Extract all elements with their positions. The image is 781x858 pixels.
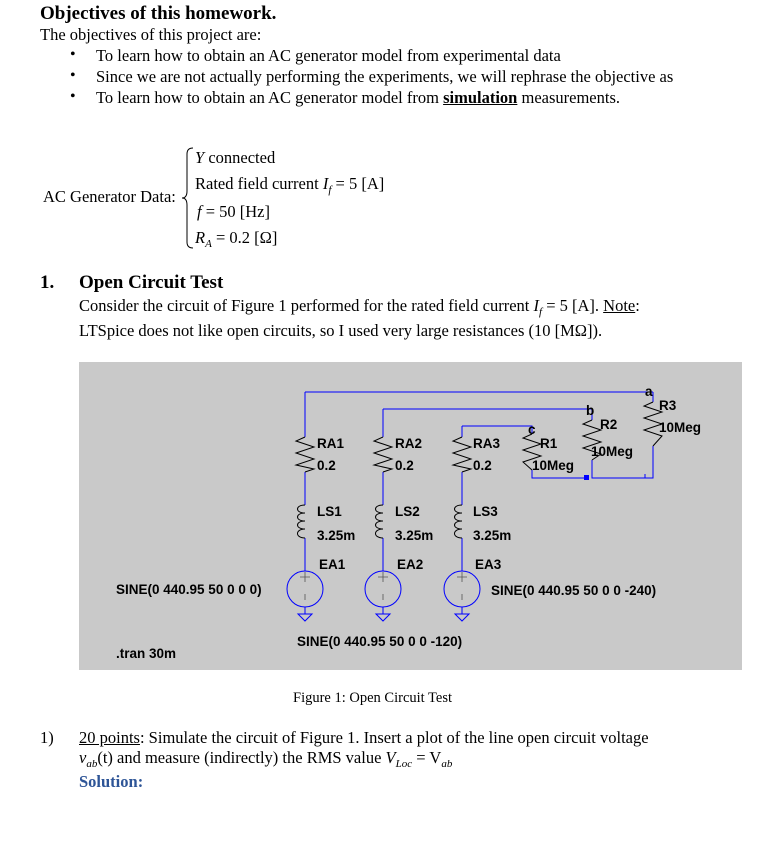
label-ea1: EA1 — [319, 557, 346, 572]
label-ra3: RA3 — [473, 436, 501, 451]
resistor-ra2 — [374, 437, 392, 472]
value-ra3: 0.2 — [473, 458, 492, 473]
label-ra1: RA1 — [317, 436, 345, 451]
question-points: 20 points — [79, 728, 140, 747]
wire-r3-bottom — [645, 446, 653, 478]
node-b-label: b — [586, 403, 595, 418]
value-r1: 10Meg — [532, 458, 575, 473]
section-line-1b: = 5 [A]. — [542, 296, 604, 315]
solution-label: Solution: — [79, 772, 144, 791]
generator-line-ra — [195, 228, 277, 250]
label-ls3: LS3 — [473, 504, 498, 519]
objectives-intro: The objectives of this project are: — [40, 25, 262, 44]
node-a-label: a — [645, 384, 653, 399]
plus-ea1 — [300, 572, 310, 582]
section-line-1-sub: f — [539, 306, 543, 318]
label-ea3: EA3 — [475, 557, 502, 572]
ra-val: = 0.2 [Ω] — [211, 228, 278, 247]
ground-3 — [455, 614, 469, 621]
section-line-2: LTSpice does not like open circuits, so I used very large resistances (10 [MΩ]). — [79, 321, 603, 340]
f-val: = 50 [Hz] — [201, 202, 271, 221]
ground-1 — [298, 614, 312, 621]
section-title: Open Circuit Test — [79, 272, 224, 293]
label-ea2: EA2 — [397, 557, 424, 572]
label-r1: R1 — [540, 436, 558, 451]
resistor-ra3 — [453, 437, 471, 472]
label-r3: R3 — [659, 398, 677, 413]
value-ls1: 3.25m — [317, 528, 356, 543]
ra-sub: A — [205, 238, 212, 250]
question-number: 1) — [40, 728, 54, 747]
generator-label: AC Generator Data: — [43, 187, 176, 206]
objective-bullet-3 — [96, 88, 620, 108]
simulation-emphasis: simulation — [443, 88, 518, 107]
objectives-heading: Objectives of this homework. — [40, 3, 277, 24]
value-ra2: 0.2 — [395, 458, 414, 473]
section-line-1 — [79, 296, 640, 318]
section-line-1-var: I — [533, 296, 539, 315]
ground-2 — [376, 614, 390, 621]
section-number: 1. — [40, 272, 55, 293]
objective-bullet-2: • Since we are not actually performing the experiments, we will rephrase the objective as — [96, 67, 673, 87]
v-var: v — [79, 748, 87, 767]
vloc-var: V — [385, 748, 396, 767]
value-ra1: 0.2 — [317, 458, 336, 473]
junction-dot — [584, 475, 589, 480]
ra-var: R — [195, 228, 206, 247]
label-r2: R2 — [600, 417, 618, 432]
value-ls3: 3.25m — [473, 528, 512, 543]
label-ls2: LS2 — [395, 504, 420, 519]
figure-caption: Figure 1: Open Circuit Test — [293, 690, 453, 706]
wire-top-b — [383, 409, 592, 420]
value-r2: 10Meg — [591, 444, 634, 459]
v-sub: ab — [86, 758, 98, 770]
wire-top-c — [462, 426, 532, 434]
inductor-ls3 — [455, 505, 463, 538]
label-ra2: RA2 — [395, 436, 423, 451]
circuit-schematic — [79, 362, 742, 670]
node-c-label: c — [528, 422, 536, 437]
inductor-ls2 — [376, 505, 384, 538]
field-sub: f — [328, 184, 332, 196]
note-label: Note — [603, 296, 636, 315]
generator-line-field — [195, 174, 384, 196]
section-line-1a: Consider the circuit of Figure 1 performed for the rated field current — [79, 296, 534, 315]
vloc-sub: Loc — [395, 758, 413, 770]
value-r3: 10Meg — [659, 420, 702, 435]
question-line-1 — [79, 728, 649, 748]
f-var: f — [197, 202, 202, 221]
objective-bullet-3-tail: measurements. — [517, 88, 621, 107]
sine-ea3: SINE(0 440.95 50 0 0 -240) — [491, 583, 657, 598]
vab-sub: ab — [441, 758, 453, 770]
objective-bullet-3-text: To learn how to obtain an AC generator model from — [96, 88, 444, 107]
section-line-1c: : — [635, 296, 640, 315]
field-val: = 5 [A] — [331, 174, 385, 193]
plus-ea3 — [457, 572, 467, 582]
field-var: I — [322, 174, 329, 193]
objective-bullet-1: • To learn how to obtain an AC generator model from experimental data — [96, 46, 561, 66]
wire-r2-bottom — [592, 460, 645, 478]
field-label: Rated field current — [195, 174, 323, 193]
circuit-svg — [79, 362, 742, 670]
plus-ea2 — [378, 572, 388, 582]
value-ls2: 3.25m — [395, 528, 434, 543]
generator-line-connection: Y connected — [195, 148, 276, 167]
tran-directive: .tran 30m — [116, 646, 177, 661]
resistor-ra1 — [296, 437, 314, 472]
generator-line-frequency — [197, 202, 270, 222]
sine-ea1: SINE(0 440.95 50 0 0 0) — [116, 582, 262, 597]
question-line-2 — [79, 748, 452, 770]
question-text-2: (t) and measure (indirectly) the RMS value — [97, 748, 386, 767]
question-text-1: : Simulate the circuit of Figure 1. Insert a plot of the line open circuit voltage — [139, 728, 649, 747]
vab-eq: = V — [412, 748, 442, 767]
sine-ea2: SINE(0 440.95 50 0 0 -120) — [297, 634, 463, 649]
inductor-ls1 — [298, 505, 306, 538]
label-ls1: LS1 — [317, 504, 342, 519]
left-brace — [181, 147, 195, 249]
